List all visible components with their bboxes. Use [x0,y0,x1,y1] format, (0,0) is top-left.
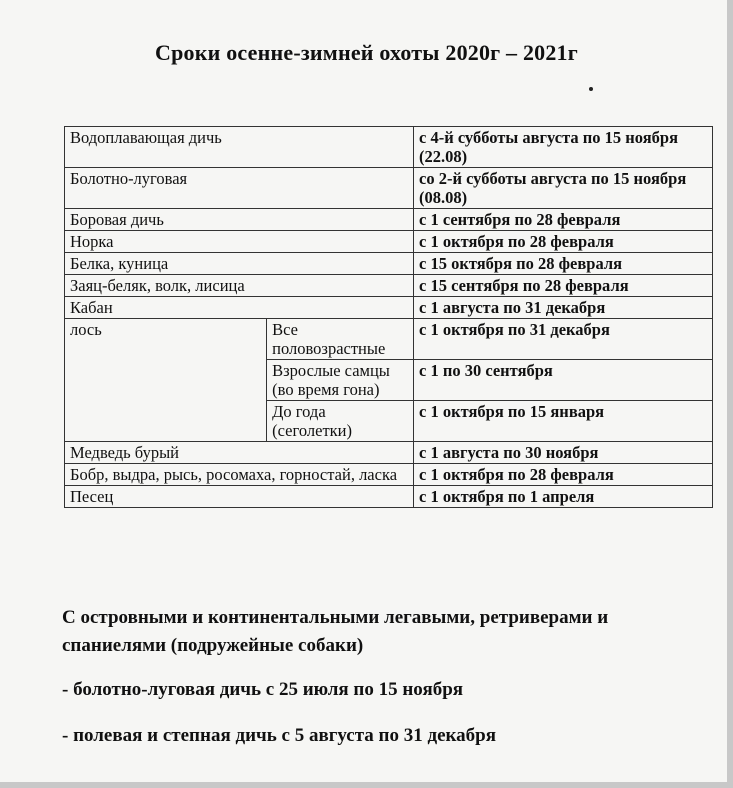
animal-cell: Заяц-беляк, волк, лисица [65,275,414,297]
moose-category-cell: Все половозрастные [267,319,414,360]
dogs-item-marsh: - болотно-луговая дичь с 25 июля по 15 ноября [62,679,464,700]
table-row [65,168,713,209]
table-row [65,231,713,253]
moose-category-cell: Взрослые самцы (во время гона) [267,360,414,401]
period-cell: с 1 октября по 28 февраля [414,464,713,486]
scan-speck [589,87,593,91]
animal-cell: Водоплавающая дичь [65,127,414,168]
animal-cell: Песец [65,486,414,508]
period-cell: с 1 октября по 1 апреля [414,486,713,508]
table-row [65,209,713,231]
table-row [65,464,713,486]
animal-cell: Норка [65,231,414,253]
table-row [65,442,713,464]
pointing-dogs-section [62,604,682,750]
animal-cell: Белка, куница [65,253,414,275]
animal-cell: Медведь бурый [65,442,414,464]
moose-category-cell: До года (сеголетки) [267,401,414,442]
hunting-seasons-table [64,126,713,508]
period-cell: с 4-й субботы августа по 15 ноября (22.08) [414,127,713,168]
table-row [65,275,713,297]
period-cell: с 1 октября по 31 декабря [414,319,713,360]
page-title: Сроки осенне-зимней охоты 2020г – 2021г [155,40,578,65]
moose-animal-cell: лось [65,319,267,442]
dogs-intro: С островными и континентальными легавыми, ретриверами и спаниелями (подружейные собаки) [62,607,609,656]
period-cell: с 1 августа по 31 декабря [414,297,713,319]
period-cell: с 1 августа по 30 ноября [414,442,713,464]
animal-cell: Боровая дичь [65,209,414,231]
period-cell: со 2-й субботы августа по 15 ноября (08.08) [414,168,713,209]
period-cell: с 1 по 30 сентября [414,360,713,401]
table-row [65,127,713,168]
period-cell: с 1 октября по 28 февраля [414,231,713,253]
animal-cell: Кабан [65,297,414,319]
table-row [65,253,713,275]
period-cell: с 15 октября по 28 февраля [414,253,713,275]
dogs-item-field: - полевая и степная дичь с 5 августа по 31 декабря [62,725,497,746]
animal-cell: Бобр, выдра, рысь, росомаха, горностай, ласка [65,464,414,486]
animal-cell: Болотно-луговая [65,168,414,209]
period-cell: с 15 сентября по 28 февраля [414,275,713,297]
period-cell: с 1 сентября по 28 февраля [414,209,713,231]
table-row [65,297,713,319]
table-row [65,486,713,508]
period-cell: с 1 октября по 15 января [414,401,713,442]
table-row-moose [65,319,713,360]
